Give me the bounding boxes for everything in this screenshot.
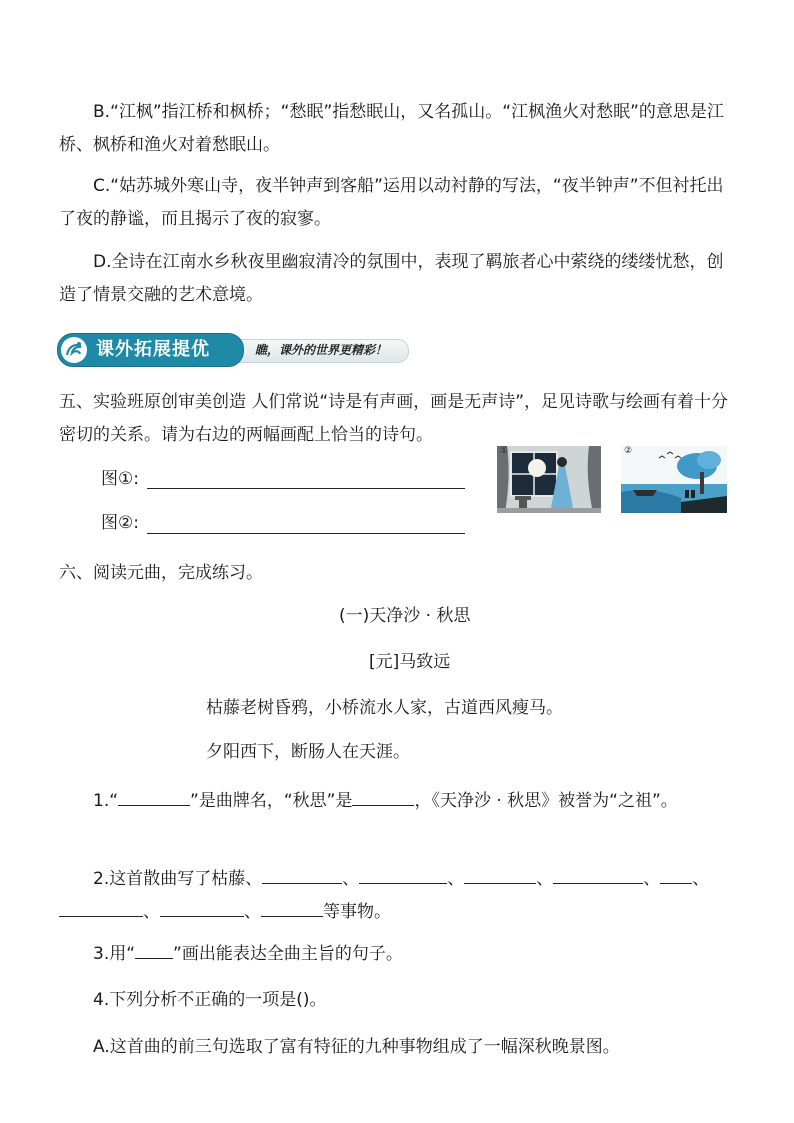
q2-blank-7[interactable] [160, 900, 244, 917]
figure-2-image [621, 446, 727, 513]
question-5-text: 五、实验班原创审美创造 人们常说“诗是有声画，画是无声诗”，足见诗歌与绘画有着十分密切的关系。请为右边的两幅画配上恰当的诗句。 [59, 392, 729, 445]
figure-1-image [497, 446, 601, 513]
q2-blank-5[interactable] [660, 867, 692, 884]
question-2: 2.这首散曲写了枯藤、 、 、 、 、 、、 、 等事物。 [59, 863, 739, 929]
option-b: B.“江枫”指江桥和枫桥；“愁眠”指愁眠山，又名孤山。“江枫渔火对愁眠”的意思是江桥、枫桥和渔火对着愁眠山。 [59, 102, 724, 155]
option-d: D.全诗在江南水乡秋夜里幽寂清冷的氛围中，表现了羁旅者心中萦绕的缕缕忧愁，创造了情景交融的艺术意境。 [59, 252, 724, 305]
swirl-icon [61, 337, 87, 363]
banner-pill [57, 333, 244, 367]
q2-blank-8[interactable] [261, 900, 323, 917]
figure-2-answer-line[interactable] [147, 533, 465, 534]
q1-text-b: ”是曲牌名，“秋思”是 [190, 791, 353, 811]
figure-1-answer-line[interactable] [147, 488, 465, 489]
figure-2-label: 图②: [101, 513, 139, 533]
option-c: C.“姑苏城外寒山寺，夜半钟声到客船”运用以动衬静的写法，“夜半钟声”不但衬托出了夜的静谧，而且揭示了夜的寂寥。 [59, 176, 724, 229]
figure-2-number: ② [624, 446, 633, 456]
poem-line-2: 夕阳西下，断肠人在天涯。 [206, 742, 410, 762]
banner-slogan: 瞧，课外的世界更精彩！ [255, 343, 388, 357]
question-3 [93, 942, 403, 966]
q1-text-c: ，《天净沙 · 秋思》被誉为“ [414, 791, 618, 811]
q3-blank[interactable] [135, 942, 173, 959]
q1-text-a: 1.“ [93, 791, 119, 811]
q2-blank-6[interactable] [59, 900, 143, 917]
q1-blank-2[interactable] [352, 789, 414, 806]
q2-text-a: 2.这首散曲写了枯藤、 [93, 869, 263, 889]
question-1 [59, 785, 739, 818]
question-4-option-a: A.这首曲的前三句选取了富有特征的九种事物组成了一幅深秋晚景图。 [93, 1037, 620, 1057]
question-6-heading: 六、阅读元曲，完成练习。 [59, 563, 263, 583]
poem-title: (一)天净沙 · 秋思 [339, 606, 471, 626]
question-4: 4.下列分析不正确的一项是()。 [93, 990, 327, 1010]
poem-author: [元]马致远 [369, 652, 451, 672]
q2-blank-3[interactable] [464, 867, 536, 884]
q2-text-b: 等事物。 [323, 902, 391, 922]
section-banner [57, 333, 409, 365]
q3-text-b: ”画出能表达全曲主旨的句子。 [173, 944, 403, 964]
q1-blank-1[interactable] [118, 789, 190, 806]
poem-line-1: 枯藤老树昏鸦，小桥流水人家，古道西风瘦马。 [206, 698, 563, 718]
q3-text-a: 3.用“ [93, 944, 136, 964]
banner-title: 课外拓展提优 [96, 339, 210, 360]
q2-blank-1[interactable] [262, 867, 342, 884]
q2-blank-4[interactable] [553, 867, 643, 884]
figure-1-number: ① [500, 446, 509, 456]
q1-text-d: 之祖”。 [617, 791, 678, 811]
figure-1-label: 图①: [101, 469, 139, 489]
q2-blank-2[interactable] [359, 867, 447, 884]
